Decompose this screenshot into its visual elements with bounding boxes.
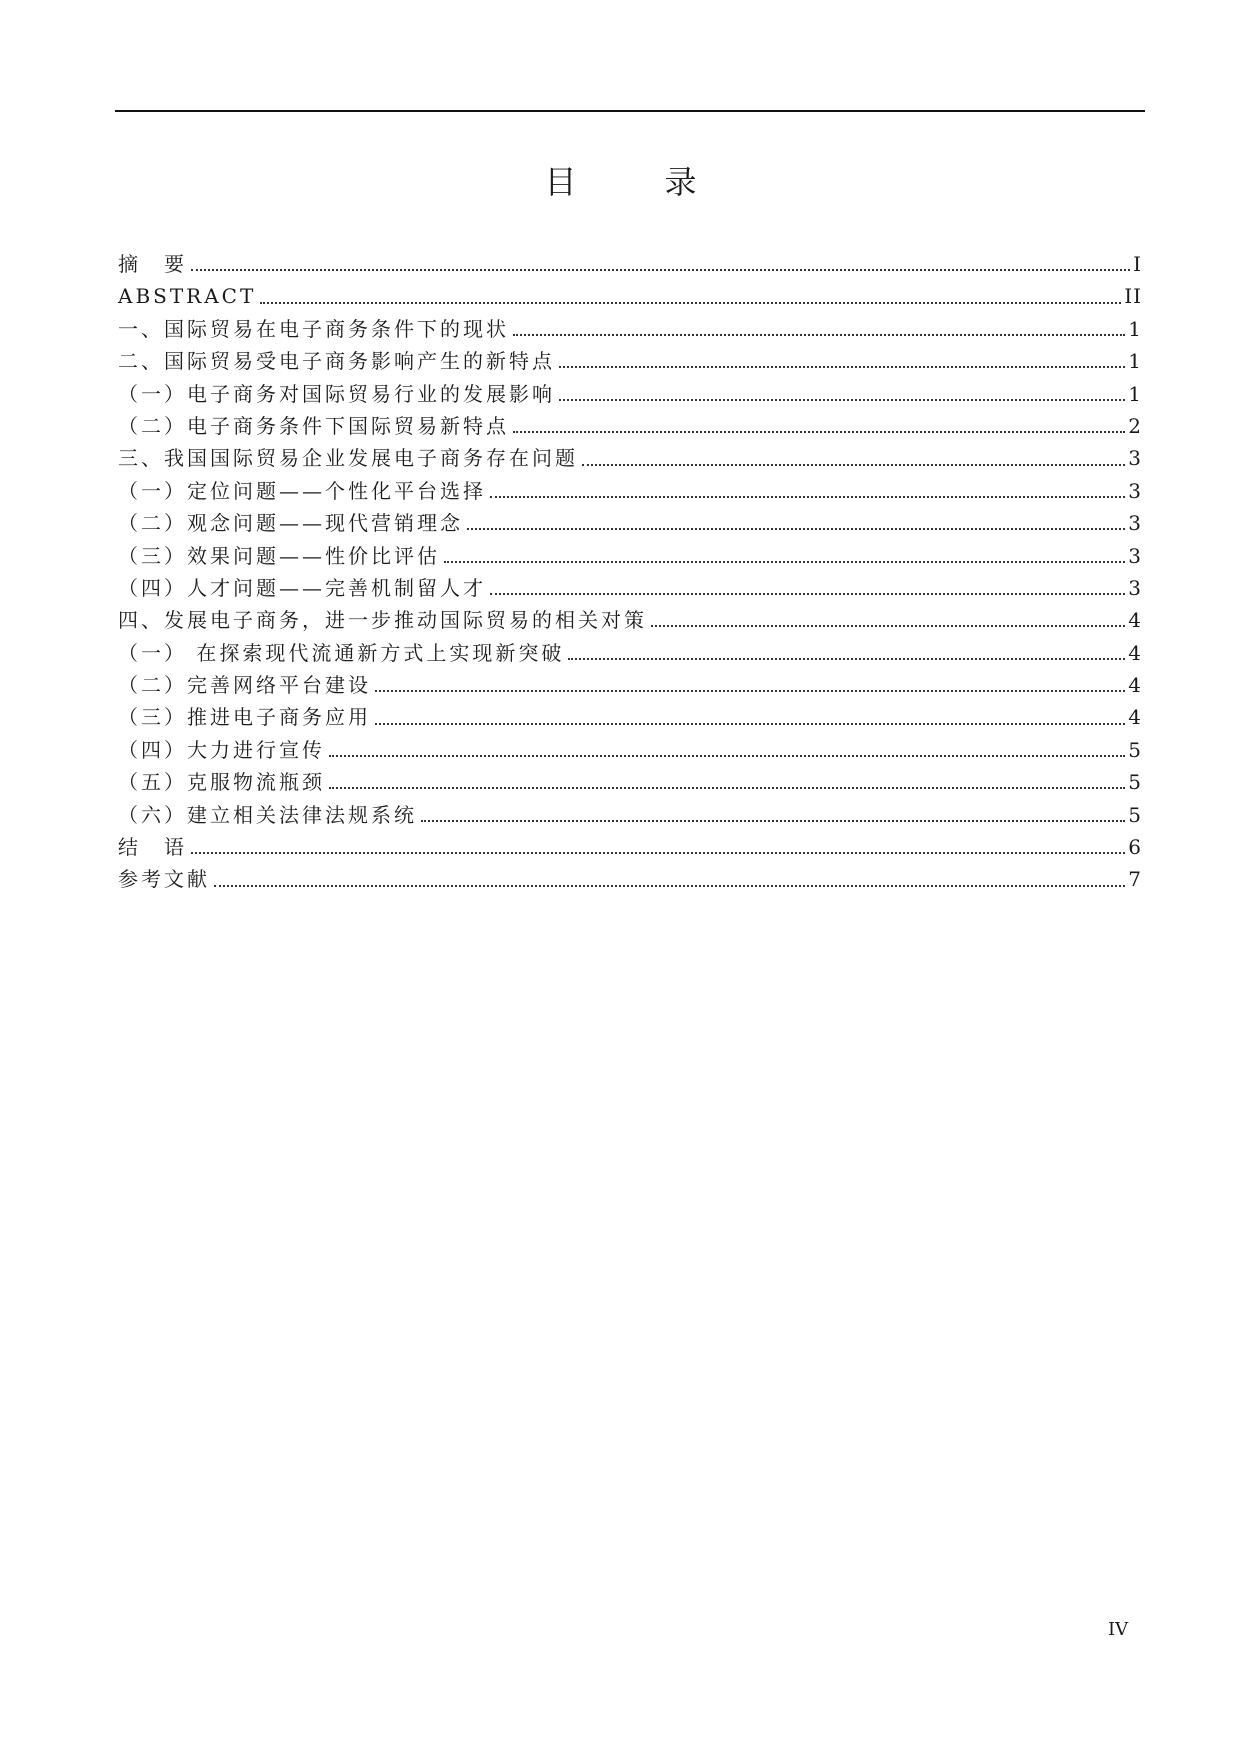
toc-entry-label: （二）完善网络平台建设 (118, 673, 371, 698)
toc-entry[interactable] (118, 345, 1142, 377)
toc-entry-page: 1 (1128, 381, 1142, 406)
toc-dot-leader (214, 869, 1125, 891)
toc-dot-leader (191, 253, 1130, 275)
toc-entry-page: 6 (1128, 835, 1142, 860)
toc-entry[interactable] (118, 572, 1142, 604)
toc-entry[interactable] (118, 280, 1142, 312)
toc-dot-leader (329, 739, 1125, 761)
toc-entry-page: 3 (1128, 575, 1142, 600)
toc-entry-page: 3 (1128, 446, 1142, 471)
toc-entry-label: 四、发展电子商务，进一步推动国际贸易的相关对策 (118, 608, 647, 633)
toc-entry-label: （一）定位问题——个性化平台选择 (118, 478, 486, 503)
toc-entry[interactable] (118, 475, 1142, 507)
toc-dot-leader (559, 383, 1125, 405)
toc-entry-page: 3 (1128, 478, 1142, 503)
toc-entry-page: 5 (1128, 737, 1142, 762)
toc-dot-leader (260, 286, 1121, 308)
toc-dot-leader (191, 836, 1125, 858)
toc-entry[interactable] (118, 669, 1142, 701)
toc-entry[interactable] (118, 701, 1142, 733)
toc-dot-leader (375, 707, 1125, 729)
page-number: IV (1108, 1619, 1129, 1640)
toc-dot-leader (513, 415, 1125, 437)
toc-entry-page: 4 (1128, 673, 1142, 698)
toc-dot-leader (568, 642, 1125, 664)
toc-entry-label: （二）观念问题——现代营销理念 (118, 511, 463, 536)
toc-entry-label: 一、国际贸易在电子商务条件下的现状 (118, 316, 509, 341)
toc-entry-page: 1 (1128, 316, 1142, 341)
toc-dot-leader (559, 350, 1125, 372)
toc-title: 目 录 (544, 163, 725, 201)
toc-entry-label: （二）电子商务条件下国际贸易新特点 (118, 413, 509, 438)
toc-entry-label: （五）克服物流瓶颈 (118, 770, 325, 795)
toc-entry-label: （四）人才问题——完善机制留人才 (118, 575, 486, 600)
toc-entry[interactable] (118, 766, 1142, 798)
toc-entry-label: （三）效果问题——性价比评估 (118, 543, 440, 568)
toc-dot-leader (375, 674, 1125, 696)
toc-entry-label: ABSTRACT (118, 284, 257, 309)
toc-entry-label: 摘 要 (118, 252, 187, 276)
toc-dot-leader (421, 804, 1125, 826)
toc-entry[interactable] (118, 734, 1142, 766)
toc-dot-leader (490, 480, 1125, 502)
toc-entry[interactable] (118, 442, 1142, 474)
toc-entry-label: 结 语 (118, 835, 187, 860)
toc-entry-label: 三、我国国际贸易企业发展电子商务存在问题 (118, 446, 578, 471)
toc-entry-page: 4 (1128, 608, 1142, 633)
toc-dot-leader (490, 577, 1125, 599)
toc-dot-leader (513, 318, 1125, 340)
table-of-contents (118, 248, 1142, 896)
toc-entry-page: 4 (1128, 640, 1142, 665)
toc-entry[interactable] (118, 604, 1142, 636)
toc-dot-leader (582, 448, 1125, 470)
toc-entry[interactable] (118, 410, 1142, 442)
toc-entry-page: 5 (1128, 802, 1142, 827)
toc-entry-page: 4 (1128, 705, 1142, 730)
toc-entry[interactable] (118, 831, 1142, 863)
toc-entry-page: 1 (1128, 349, 1142, 374)
toc-entry-page: II (1124, 284, 1142, 309)
toc-entry[interactable] (118, 248, 1142, 280)
toc-entry[interactable] (118, 507, 1142, 539)
toc-dot-leader (444, 545, 1125, 567)
toc-entry[interactable] (118, 637, 1142, 669)
header-rule (115, 110, 1145, 112)
toc-dot-leader (651, 609, 1125, 631)
toc-entry-label: （一） 在探索现代流通新方式上实现新突破 (118, 640, 565, 665)
toc-entry-page: 5 (1128, 770, 1142, 795)
toc-entry-label: （三）推进电子商务应用 (118, 705, 371, 730)
toc-entry[interactable] (118, 863, 1142, 895)
toc-entry-page: 2 (1128, 413, 1142, 438)
toc-entry-page: 7 (1128, 867, 1142, 892)
toc-entry-page: 3 (1128, 543, 1142, 568)
toc-dot-leader (329, 771, 1125, 793)
toc-entry-label: （一）电子商务对国际贸易行业的发展影响 (118, 381, 555, 406)
toc-entry-page: I (1133, 252, 1142, 276)
toc-entry-label: 二、国际贸易受电子商务影响产生的新特点 (118, 349, 555, 374)
toc-entry-label: 参考文献 (118, 867, 210, 892)
toc-entry[interactable] (118, 799, 1142, 831)
toc-entry-label: （四）大力进行宣传 (118, 737, 325, 762)
toc-entry[interactable] (118, 378, 1142, 410)
toc-entry-page: 3 (1128, 511, 1142, 536)
toc-entry[interactable] (118, 540, 1142, 572)
toc-dot-leader (467, 512, 1125, 534)
toc-entry-label: （六）建立相关法律法规系统 (118, 802, 417, 827)
toc-entry[interactable] (118, 313, 1142, 345)
